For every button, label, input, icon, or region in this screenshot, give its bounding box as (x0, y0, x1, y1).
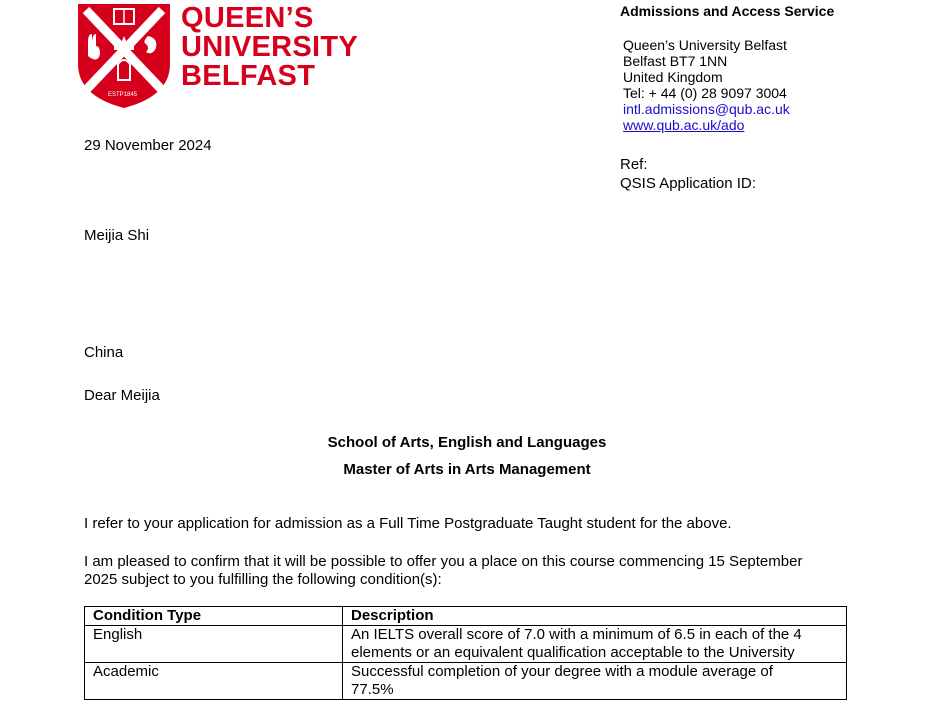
university-wordmark (181, 4, 358, 91)
conditions-table (84, 606, 847, 700)
column-header-condition-type: Condition Type (85, 607, 343, 626)
email-link[interactable]: intl.admissions@qub.ac.uk (623, 101, 790, 117)
condition-type-cell: English (85, 626, 343, 663)
wordmark-line: BELFAST (181, 60, 316, 92)
phone-line: Tel: + 44 (0) 28 9097 3004 (623, 85, 787, 101)
table-header-row (85, 607, 847, 626)
wordmark-line: QUEEN’S (181, 2, 314, 34)
reference-block (620, 155, 756, 193)
recipient-country: China (84, 344, 124, 361)
column-header-description: Description (343, 607, 847, 626)
description-line: An IELTS overall score of 7.0 with a minimum of 6.5 in each of the 4 (351, 626, 802, 643)
address-line: United Kingdom (623, 69, 723, 85)
course-heading: Master of Arts in Arts Management (343, 461, 591, 478)
salutation: Dear Meijia (84, 387, 160, 404)
paragraph-application: I refer to your application for admission as a Full Time Postgraduate Taught student for the above. (84, 515, 732, 532)
paragraph-line: I am pleased to confirm that it will be possible to offer you a place on this course commencing 15 September (84, 553, 803, 570)
paragraph-line: 2025 subject to you fulfilling the following condition(s): (84, 571, 442, 588)
service-title: Admissions and Access Service (620, 3, 835, 19)
letter-date: 29 November 2024 (84, 137, 212, 154)
description-cell (343, 663, 847, 700)
application-id-label: QSIS Application ID: (620, 175, 756, 192)
website-link[interactable]: www.qub.ac.uk/ado (623, 117, 745, 133)
description-line: 77.5% (351, 681, 394, 698)
logo-est-text: ESTP1845 (108, 92, 138, 98)
recipient-name: Meijia Shi (84, 227, 150, 244)
description-cell (343, 626, 847, 663)
address-line: Belfast BT7 1NN (623, 53, 728, 69)
school-heading: School of Arts, English and Languages (327, 434, 607, 451)
university-crest-logo (78, 4, 170, 108)
ref-label: Ref: (620, 156, 648, 173)
description-line: elements or an equivalent qualification acceptable to the University (351, 644, 795, 661)
address-line: Queen’s University Belfast (623, 37, 787, 53)
address-block (623, 37, 790, 133)
wordmark-line: UNIVERSITY (181, 31, 359, 63)
description-line: Successful completion of your degree with a module average of (351, 663, 773, 680)
condition-type-cell: Academic (85, 663, 343, 700)
paragraph-offer (84, 553, 802, 589)
table-row (85, 626, 847, 663)
table-row (85, 663, 847, 700)
